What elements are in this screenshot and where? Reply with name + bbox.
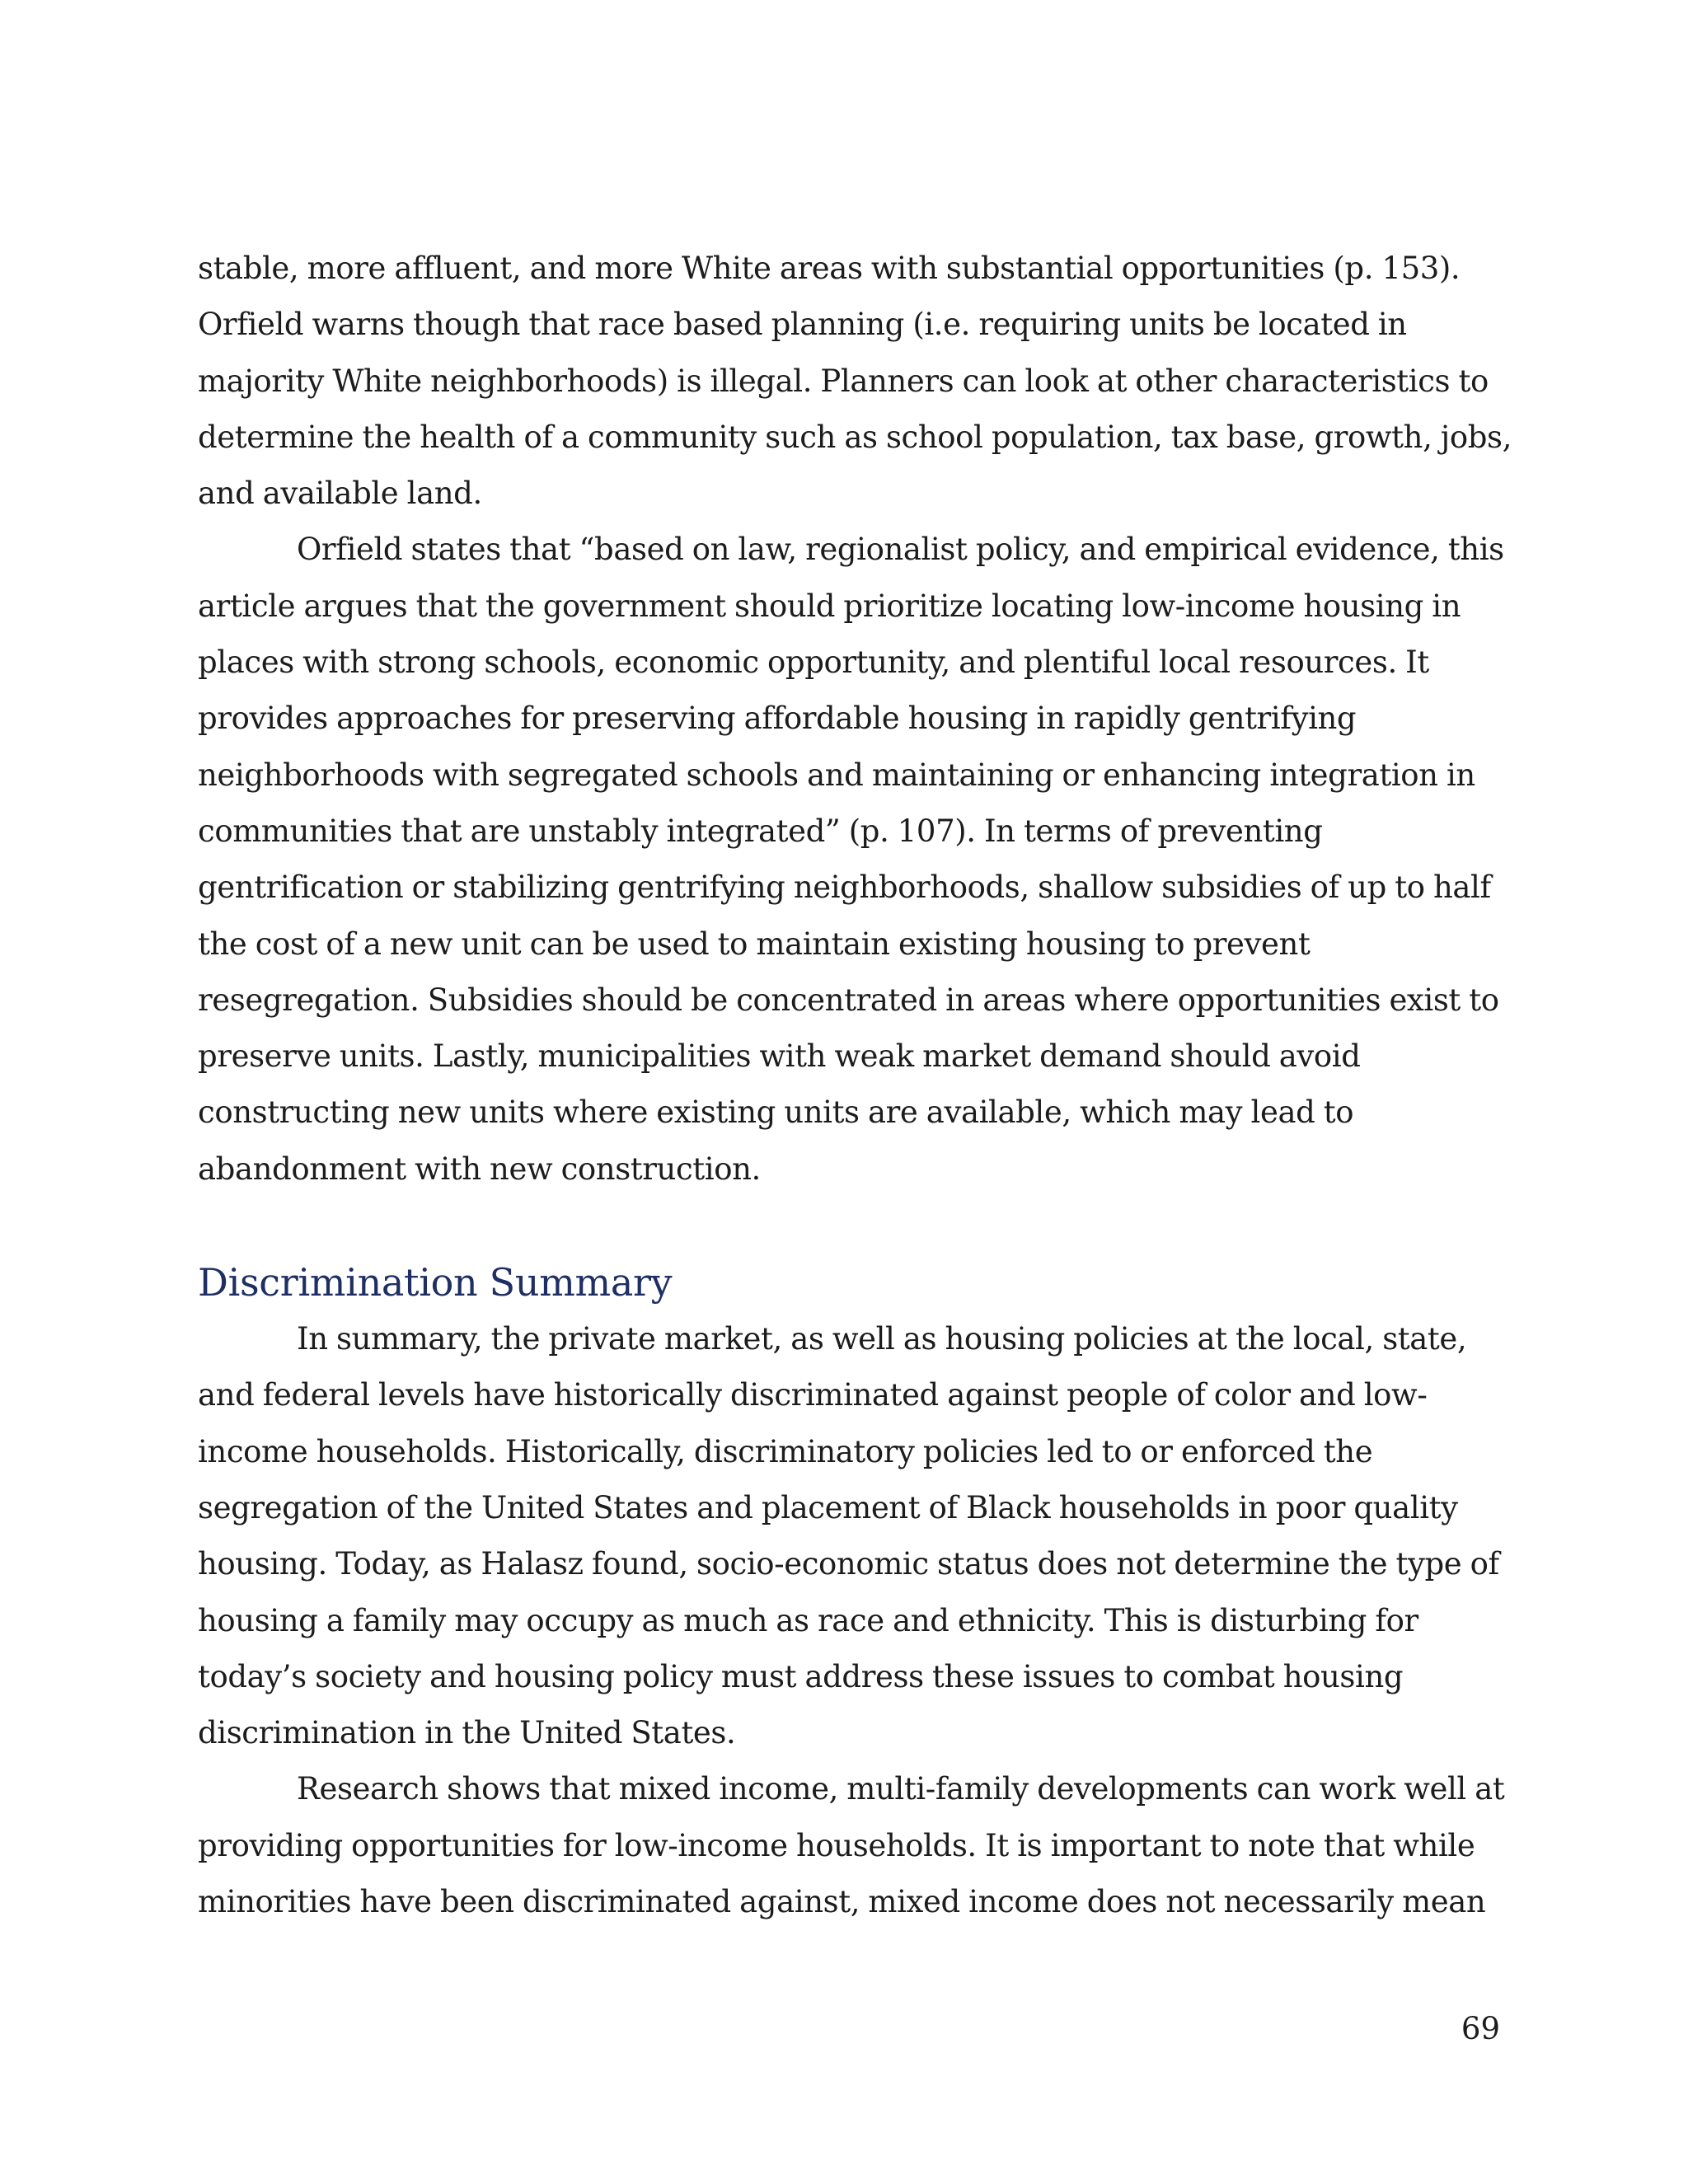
body-paragraph: In summary, the private market, as well as housing policies at the local, state, and federal levels have historically discriminated against people of color and low-income households. Historically, discriminatory policies led to or enforced the segregation of the United States and placement of Black households in poor quality housing. Today, as Halasz found, socio-economic status does not determine the type of housing a family may occupy as much as race and ethnicity. This is disturbing for today’s society and housing policy must address these issues to combat housing discrimination in the United States. — [198, 1321, 1499, 1751]
body-paragraph: Research shows that mixed income, multi-family developments can work well at providing opportunities for low-income households. It is important to note that while minorities have been discriminated against, mixed income does not necessarily mean — [198, 1771, 1505, 1920]
page-number: 69 — [1461, 2011, 1500, 2046]
section-heading: Discrimination Summary — [198, 1260, 673, 1305]
body-paragraph: Orfield states that “based on law, regionalist policy, and empirical evidence, this article argues that the government should prioritize locating low-income housing in places with strong schools, economic opportunity, and plentiful local resources. It provides approaches for preserving affordable housing in rapidly gentrifying neighborhoods with segregated schools and maintaining or enhancing integration in communities that are unstably integrated” (p. 107). In terms of preventing gentrification or stabilizing gentrifying neighborhoods, shallow subsidies of up to half the cost of a new unit can be used to maintain existing housing to prevent resegregation. Subsidies should be concentrated in areas where opportunities exist to preserve units. Lastly, municipalities with weak market demand should avoid constructing new units where existing units are available, which may lead to abandonment with new construction. — [198, 532, 1504, 1187]
page-body — [198, 241, 1517, 1930]
body-paragraph: stable, more affluent, and more White areas with substantial opportunities (p. 153). Orfield warns though that race based planning (i.e. requiring units be located in majority White neighborhoods) is illegal. Planners can look at other characteristics to determine the health of a community such as school population, tax base, growth, jobs, and available land. — [198, 251, 1512, 512]
